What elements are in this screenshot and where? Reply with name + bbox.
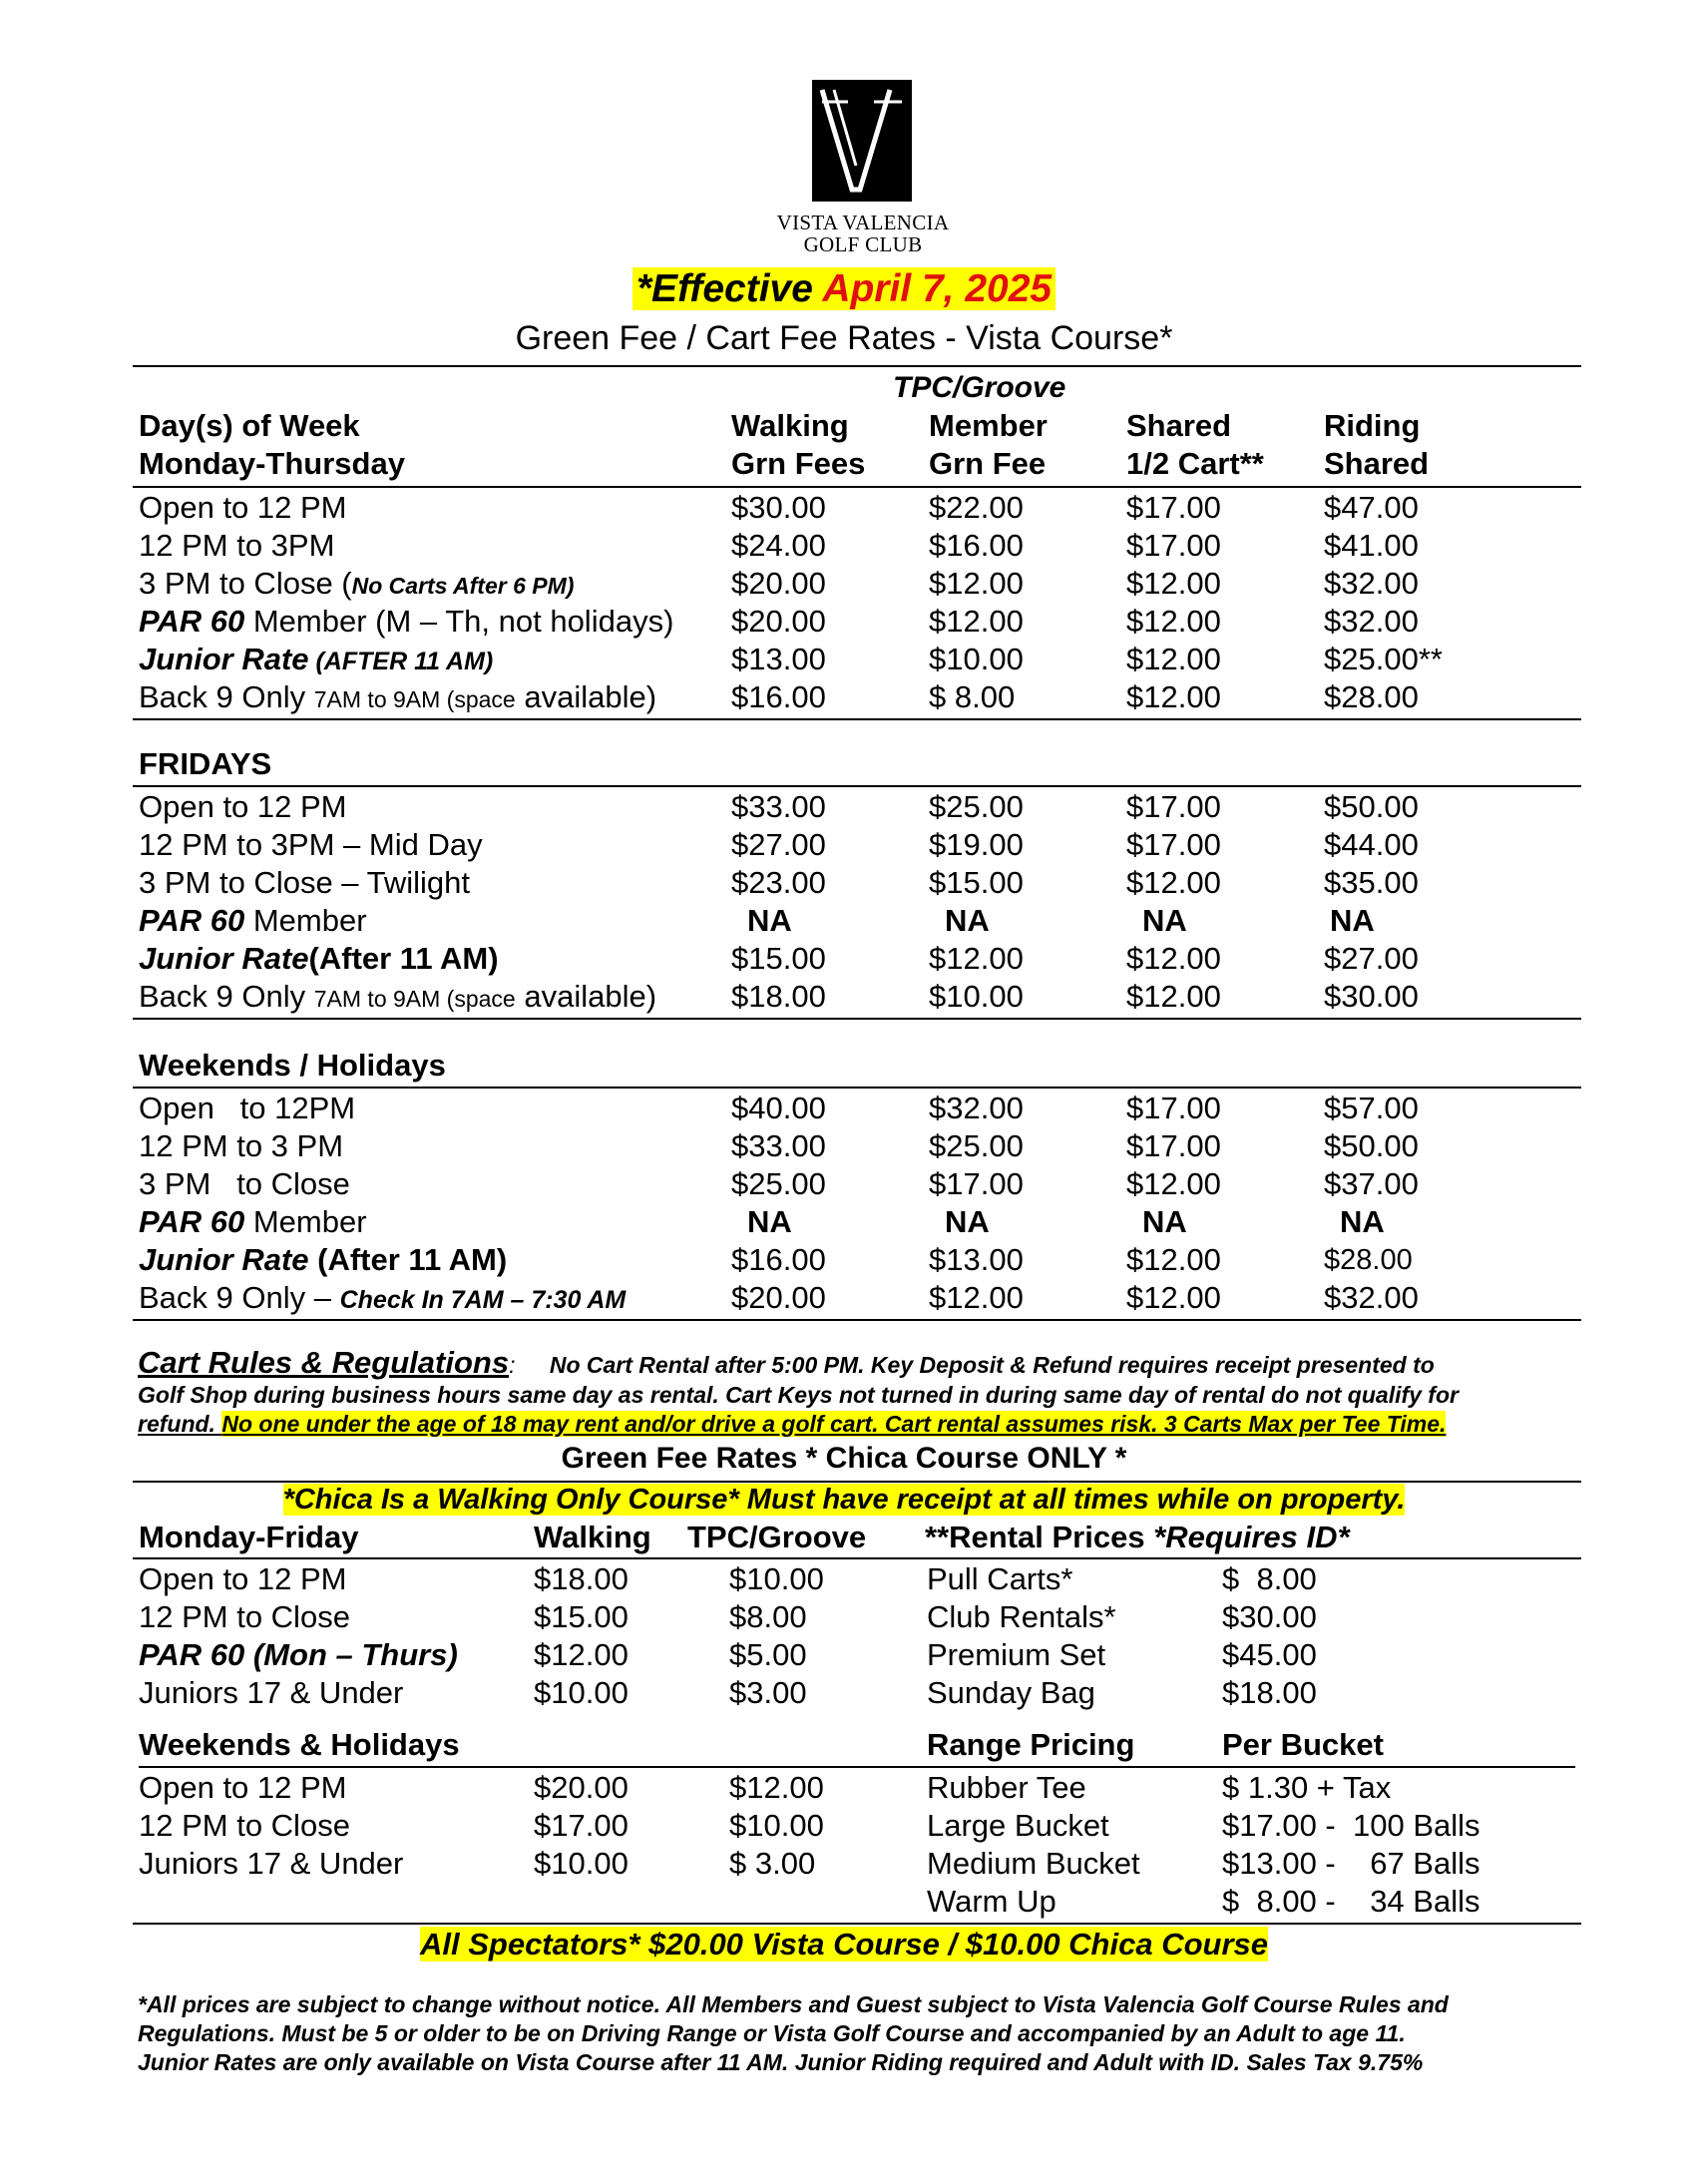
table-row: Warm Up $ 8.00 - 34 Balls (927, 1884, 1480, 1919)
rule (133, 1923, 1581, 1925)
rule (133, 1319, 1581, 1321)
table-row: Open to 12 PM $18.00 $10.00 Pull Carts* $ 8.00 (139, 1561, 1317, 1596)
club-logo (812, 80, 912, 202)
table-row: 12 PM to 3PM – Mid Day $27.00 $19.00 $17.00 $44.00 (139, 827, 1419, 862)
rule (133, 486, 1581, 488)
footnote-line2: Regulations. Must be 5 or older to be on Driving Range or Vista Golf Course and accompanied by an Adult to age 11. (138, 2020, 1406, 2046)
vista-header-row2: Monday-Thursday Grn Fees Grn Fee 1/2 Cart** Shared (139, 446, 1430, 481)
chica-title: Green Fee Rates * Chica Course ONLY * (561, 1442, 1127, 1475)
table-row: Junior Rate (After 11 AM) $16.00 $13.00 $12.00 $28.00 (139, 1242, 1413, 1277)
vista-title: Green Fee / Cart Fee Rates - Vista Course* (515, 319, 1173, 357)
footnote-line3: Junior Rates are only available on Vista Course after 11 AM. Junior Riding required and Adult with ID. Sales Tax 9.75% (138, 2049, 1424, 2075)
rule (133, 1557, 1581, 1559)
footnote-line1: *All prices are subject to change without notice. All Members and Guest subject to Vista Valencia Golf Course Rules and (138, 1991, 1449, 2017)
rule (133, 1087, 1581, 1089)
table-row: Junior Rate(After 11 AM) $15.00 $12.00 $12.00 $27.00 (139, 941, 1419, 976)
table-row: PAR 60 Member (M – Th, not holidays) $20.00 $12.00 $12.00 $32.00 (139, 604, 1419, 639)
chica-weekend-header: Weekends & Holidays Range Pricing Per Bucket (139, 1727, 1384, 1762)
table-row: 3 PM to Close (No Carts After 6 PM) $20.00 $12.00 $12.00 $32.00 (139, 566, 1419, 601)
table-row: 12 PM to 3 PM $33.00 $25.00 $17.00 $50.00 (139, 1128, 1419, 1163)
table-row: Open to 12PM $40.00 $32.00 $17.00 $57.00 (139, 1091, 1419, 1125)
rule (133, 365, 1581, 367)
chica-notice: *Chica Is a Walking Only Course* Must have receipt at all times while on property. (282, 1484, 1406, 1516)
cart-rules-line1: Cart Rules & Regulations: No Cart Rental after 5:00 PM. Key Deposit & Refund requires receipt presented to (138, 1345, 1435, 1380)
logo-line2: GOLF CLUB (803, 232, 923, 256)
table-row: 12 PM to Close $15.00 $8.00 Club Rentals* $30.00 (139, 1599, 1317, 1634)
cart-rules-line2: Golf Shop during business hours same day as rental. Cart Keys not turned in during same day of rental do not qualify for (138, 1382, 1459, 1408)
vista-header-tpc: TPC/Groove (893, 371, 1066, 404)
table-row: Juniors 17 & Under $10.00 $ 3.00 Medium Bucket $13.00 - 67 Balls (139, 1846, 1480, 1881)
table-row: Back 9 Only – Check In 7AM – 7:30 AM $20.00 $12.00 $12.00 $32.00 (139, 1280, 1419, 1315)
logo-line1: VISTA VALENCIA (776, 211, 950, 234)
table-row: Open to 12 PM $20.00 $12.00 Rubber Tee $ 1.30 + Tax (139, 1770, 1392, 1805)
table-row: Open to 12 PM $33.00 $25.00 $17.00 $50.00 (139, 789, 1419, 824)
rule (133, 718, 1581, 720)
effective-date: *Effective April 7, 2025 (0, 267, 1688, 311)
table-row: 3 PM to Close $25.00 $17.00 $12.00 $37.00 (139, 1166, 1419, 1201)
table-row: 12 PM to Close $17.00 $10.00 Large Bucket $17.00 - 100 Balls (139, 1808, 1480, 1843)
vista-header-row1: Day(s) of Week Walking Member Shared Riding (139, 408, 1421, 443)
table-row: Open to 12 PM $30.00 $22.00 $17.00 $47.00 (139, 490, 1419, 525)
table-row: Back 9 Only 7AM to 9AM (space available) $16.00 $ 8.00 $12.00 $28.00 (139, 679, 1419, 714)
table-row: Junior Rate (AFTER 11 AM) $13.00 $10.00 $12.00 $25.00** (139, 642, 1443, 676)
rule (139, 1766, 1575, 1768)
chica-header: Monday-Friday Walking TPC/Groove **Rental Prices *Requires ID* (139, 1520, 1350, 1554)
section-fridays: FRIDAYS (139, 746, 272, 781)
rule (133, 785, 1581, 787)
table-row: 3 PM to Close – Twilight $23.00 $15.00 $12.00 $35.00 (139, 865, 1419, 900)
table-row: Back 9 Only 7AM to 9AM (space available) $18.00 $10.00 $12.00 $30.00 (139, 979, 1419, 1014)
table-row: Juniors 17 & Under $10.00 $3.00 Sunday Bag $18.00 (139, 1675, 1317, 1710)
table-row: PAR 60 Member NA NA NA NA (139, 903, 1375, 938)
table-row: PAR 60 Member NA NA NA NA (139, 1204, 1385, 1239)
cart-rules-line3: refund. No one under the age of 18 may rent and/or drive a golf cart. Cart rental assumes risk. 3 Carts Max per Tee Time. (138, 1411, 1447, 1437)
rule (133, 1481, 1581, 1483)
rule (133, 1018, 1581, 1020)
section-weekends: Weekends / Holidays (139, 1048, 446, 1083)
spectators-notice: All Spectators* $20.00 Vista Course / $10.00 Chica Course (419, 1927, 1269, 1962)
table-row: PAR 60 (Mon – Thurs) $12.00 $5.00 Premium Set $45.00 (139, 1637, 1317, 1672)
table-row: 12 PM to 3PM $24.00 $16.00 $17.00 $41.00 (139, 528, 1419, 563)
logo-v-icon (812, 80, 912, 202)
